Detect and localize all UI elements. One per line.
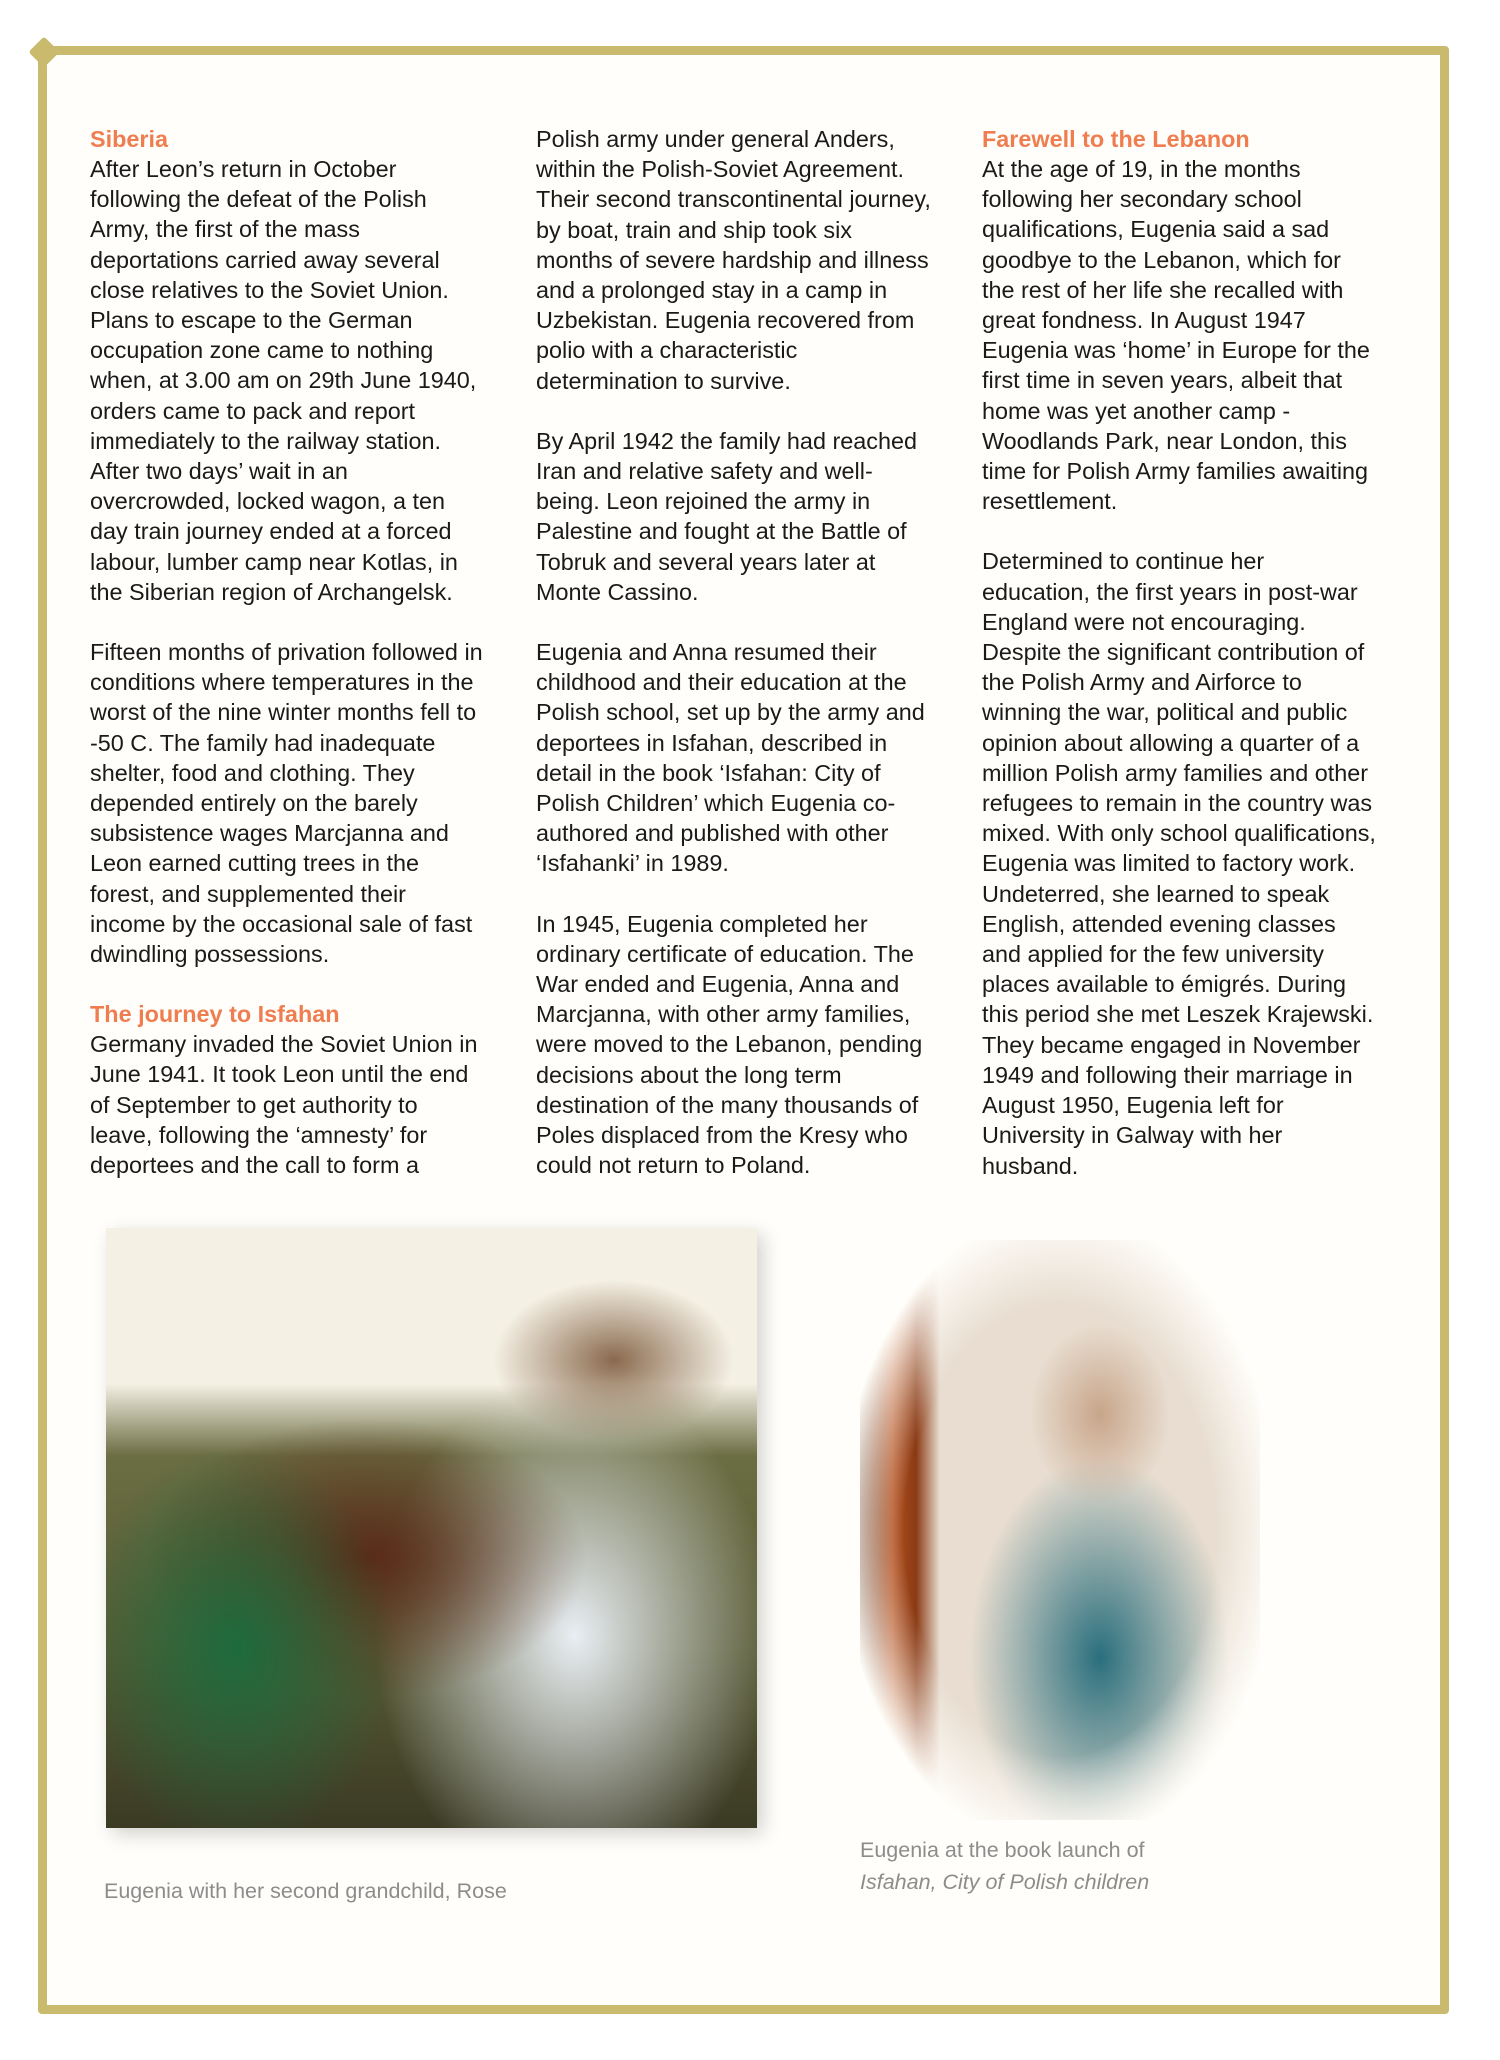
paragraph: By April 1942 the family had reached Iran and relative safety and well- being. Leon rejoined the army in Palestine and fought at the Battle of Tobruk and several years later at Monte Cassino.: [536, 427, 917, 605]
paragraph: Fifteen months of privation followed in conditions where temperatures in the worst of the nine winter months fell to -50 C. The family had inadequate shelter, food and clothing. They depended entirely on the barely subsistence wages Marcjanna and Leon earned cutting trees in the forest, and supplemented their income by the occasional sale of fast dwindling possessions.: [90, 639, 483, 968]
paragraph: Polish army under general Anders, within the Polish-Soviet Agreement. Their second transcontinental journey, by boat, train and ship took six months of severe hardship and illness and a prolonged stay in a camp in Uzbekistan. Eugenia recovered from polio with a characteristic determination to survive.: [536, 126, 931, 394]
caption-photo-grandchild: Eugenia with her second grandchild, Rose: [104, 1879, 507, 1903]
paragraph: Determined to continue her education, the first years in post-war England were not encouraging. Despite the significant contribution of the Polish Army and Airforce to winning the war, political and public opinion about allowing a quarter of a million Polish army families and other refugees to remain in the country was mixed. With only school qualifications, Eugenia was limited to factory work. Undeterred, she learned to speak English, attended evening classes and applied for the few university places available to émigrés. During this period she met Leszek Krajewski. They became engaged in November 1949 and following their marriage in August 1950, Eugenia left for University in Galway with her husband.: [982, 548, 1376, 1179]
text-column-2: [536, 124, 976, 1211]
photo-eugenia-book-launch: [860, 1240, 1260, 1820]
text-column-3: [982, 124, 1422, 1211]
paragraph: After Leon’s return in October following the defeat of the Polish Army, the first of the mass deportations carried away several close relatives to the Soviet Union. Plans to escape to the German occupation zone came to nothing when, at 3.00 am on 29th June 1940, orders came to pack and report immediately to the railway station. After two days’ wait in an overcrowded, locked wagon, a ten day train journey ended at a forced labour, lumber camp near Kotlas, in the Siberian region of Archangelsk.: [90, 156, 477, 605]
text-column-1: [90, 124, 530, 1210]
paragraph: In 1945, Eugenia completed her ordinary certificate of education. The War ended and Eugenia, Anna and Marcjanna, with other army families, were moved to the Lebanon, pending decisions about the long term destination of the many thousands of Poles displaced from the Kresy who could not return to Poland.: [536, 910, 923, 1179]
section-heading-siberia: Siberia: [90, 126, 169, 152]
paragraph: At the age of 19, in the months following her secondary school qualifications, Eugenia said a sad goodbye to the Lebanon, which for the rest of her life she recalled with great fondness. In August 1947 Eugenia was ‘home’ in Europe for the first time in seven years, albeit that home was yet another camp - Woodlands Park, near London, this time for Polish Army families awaiting resettlement.: [982, 156, 1370, 515]
photo-eugenia-with-grandchild: [106, 1228, 757, 1828]
caption-line: Eugenia at the book launch of: [860, 1838, 1145, 1862]
section-heading-farewell-to-lebanon: Farewell to the Lebanon: [982, 126, 1250, 152]
paragraph: Eugenia and Anna resumed their childhood and their education at the Polish school, set up by the army and deportees in Isfahan, described in detail in the book ‘Isfahan: City of Polish Children’ which Eugenia co- authored and published with other ‘Isfahanki’ in 1989.: [536, 639, 925, 877]
caption-book-title: Isfahan, City of Polish children: [860, 1870, 1150, 1894]
paragraph: Germany invaded the Soviet Union in June 1941. It took Leon until the end of September to get authority to leave, following the ‘amnesty’ for deportees and the call to form a: [90, 1031, 478, 1179]
section-heading-journey-to-isfahan: The journey to Isfahan: [90, 1001, 340, 1028]
caption-photo-book-launch: [860, 1834, 1149, 1898]
